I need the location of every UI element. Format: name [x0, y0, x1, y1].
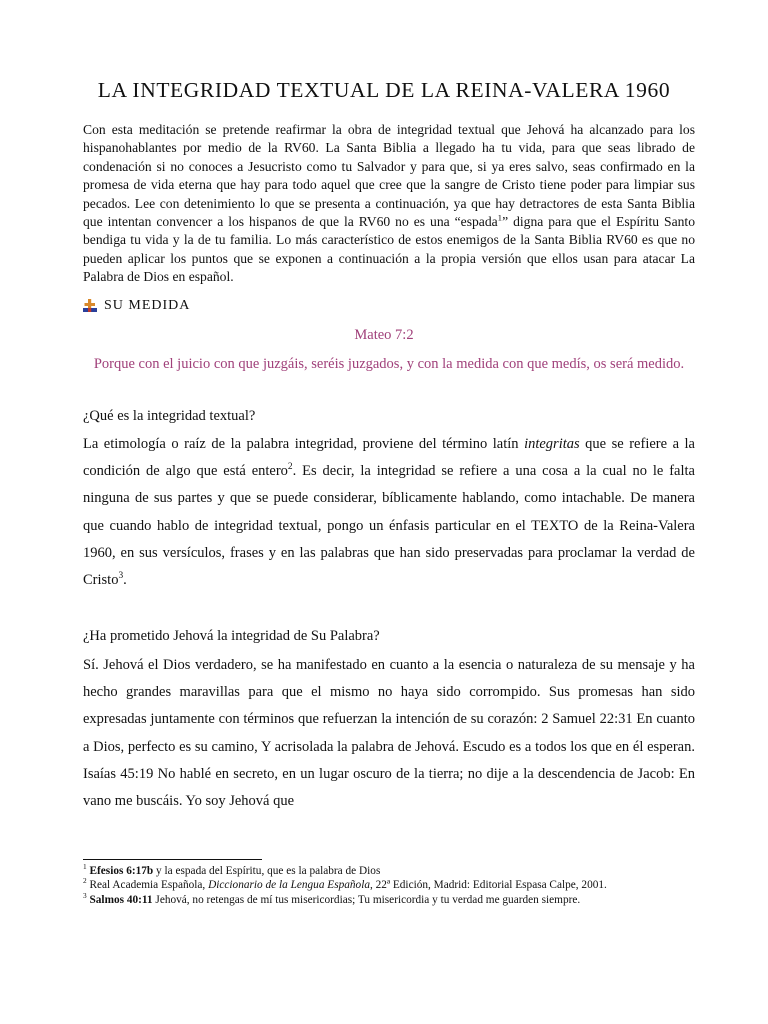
- paragraph1-text-d: .: [123, 572, 127, 589]
- footnote-3: [83, 893, 695, 907]
- cross-bullet-icon: [82, 298, 98, 314]
- body-paragraph-1: [83, 431, 695, 594]
- document-title: LA INTEGRIDAD TEXTUAL DE LA REINA-VALERA 1960: [97, 78, 671, 102]
- section-heading-text: SU MEDIDA: [104, 298, 191, 313]
- footnote-1: [83, 864, 695, 878]
- paragraph1-text-a: La etimología o raíz de la palabra integridad, proviene del término latín: [83, 436, 525, 452]
- footnote-text: , 22ª Edición, Madrid: Editorial Espasa Calpe, 2001.: [370, 879, 607, 892]
- footnote-ref-2[interactable]: 2: [287, 462, 293, 473]
- footnote-number: 2: [83, 876, 87, 886]
- question-heading-2: ¿Ha prometido Jehová la integridad de Su Palabra?: [83, 628, 380, 644]
- footnote-citation: Salmos 40:11: [89, 893, 153, 906]
- intro-paragraph: [83, 121, 695, 287]
- footnote-text: Jehová, no retengas de mí tus misericordias; Tu misericordia y tu verdad me guarden siempre.: [152, 893, 581, 906]
- footnote-text: y la espada del Espíritu, que es la palabra de Dios: [153, 865, 381, 877]
- paragraph1-text-b: que se refiere a la condición de algo que está entero: [83, 436, 695, 480]
- footnote-separator: [83, 859, 262, 860]
- footnote-2: [83, 878, 695, 892]
- footnote-book-title: Diccionario de la Lengua Española: [208, 879, 370, 892]
- question-heading-1: ¿Qué es la integridad textual?: [83, 408, 256, 424]
- verse-reference: Mateo 7:2: [354, 327, 414, 343]
- verse-quote: Porque con el juicio con que juzgáis, seréis juzgados, y con la medida con que medís, os será medido.: [93, 356, 685, 372]
- footnote-citation: Efesios 6:17b: [89, 865, 154, 877]
- footnote-text-pre: Real Academia Española,: [86, 879, 209, 892]
- footnotes: [83, 864, 695, 907]
- footnote-number: 1: [83, 862, 87, 872]
- footnote-number: 3: [83, 891, 87, 901]
- intro-text-part2: ” digna para que el Espíritu Santo bendiga tu vida y la de tu familia. Lo más característico de estos enemigos de la Santa Biblia RV60 es que no pueden aplicar los puntos que se exponen a continuación a la propia versión que ellos usan para atacar La Palabra de Dios en español.: [83, 214, 696, 285]
- intro-text-part1: Con esta meditación se pretende reafirmar la obra de integridad textual que Jehová ha alcanzado para los hispanohablantes por medio de la RV60. La Santa Biblia a llegado ha tu vida, para que seas librado de condenación si no conoces a Jesucristo como tu Salvador y para que, si ya eres salvo, seas confirmado en la promesa de vida eterna que hay para todo aquel que cree que la sangre de Cristo tiene poder para limpiar sus pecados. Lee con detenimiento lo que se presenta a continuación, ya que hay detractores de esta Santa Biblia que intentan convencer a los hispanos de que la RV60 no es una “espada: [83, 122, 695, 230]
- footnote-ref-1[interactable]: 1: [497, 212, 503, 223]
- paragraph1-text-c: . Es decir, la integridad se refiere a una cosa a la cual no le falta ninguna de sus partes y que se puede considerar, bíblicamente hablando, como intachable. De manera que cuando hablo de integridad textual, pongo un énfasis particular en el TEXTO de la Reina-Valera 1960, en sus versículos, frases y en las palabras que han sido preservadas para proclamar la verdad de Cristo: [83, 463, 695, 589]
- footnote-ref-3[interactable]: 3: [118, 571, 124, 582]
- section-heading: [82, 298, 190, 314]
- body-paragraph-2: Sí. Jehová el Dios verdadero, se ha manifestado en cuanto a la esencia o naturaleza de su mensaje y ha hecho grandes maravillas para que el mismo no haya sido corrompido. Sus promesas han sido expresadas juntamente con términos que refuerzan la intención de su corazón: 2 Samuel 22:31 En cuanto a Dios, perfecto es su camino, Y acrisolada la palabra de Jehová. Escudo es a todos los que en él esperan. Isaías 45:19 No hablé en secreto, en un lugar oscuro de la tierra; no dije a la descendencia de Jacob: En vano me buscáis. Yo soy Jehová que: [83, 657, 695, 810]
- latin-term: integritas: [524, 436, 580, 452]
